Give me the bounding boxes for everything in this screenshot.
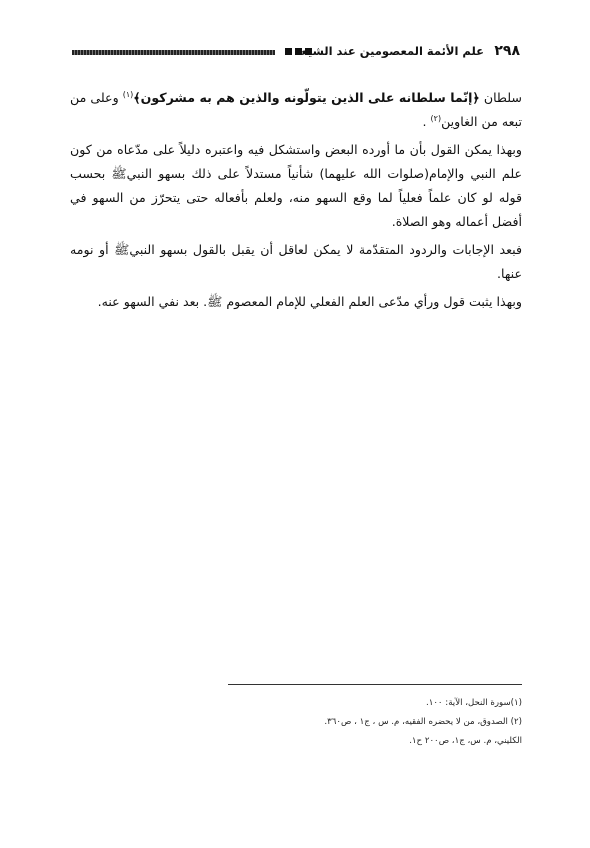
main-text xyxy=(70,86,522,318)
paragraph-3: فبعد الإجابات والردود المتقدّمة لا يمكن لعاقل أن يقبل بالقول بسهو النبيﷺ أو نومه عنها. xyxy=(70,242,522,281)
paragraph-4: وبهذا يثبت قول ورأي مدّعى العلم الفعلي للإمام المعصوم ﷺ. بعد نفي السهو عنه. xyxy=(97,294,522,309)
footnote-3: الكليني، م. س، ج١، ص٢٠٠ ح١. xyxy=(409,736,522,746)
paragraph-2: وبهذا يمكن القول بأن ما أورده البعض واستشكل فيه واعتبره دليلاً على مدّعاه من كون علم النبي والإمام(صلوات الله عليهما) شأنياً مستدلاً على ذلك بسهو النبيﷺ بحسب قوله لو كان علماً فعلياً لما وقع السهو منه، ولعلم بأفعاله حتى يتحرّز من السهو في أفضل أعماله وهو الصلاة. xyxy=(70,142,522,229)
footnote-2: (٢) الصدوق، من لا يحضره الفقيه، م. س ، ج١ ، ص٣٦٠. xyxy=(324,717,522,727)
running-title: علم الأئمة المعصومين عند الشيعة xyxy=(294,44,484,58)
p1-start: سلطان xyxy=(479,90,522,105)
page-number: ٢٩٨ xyxy=(494,43,520,59)
header-rule xyxy=(72,50,275,55)
running-header xyxy=(72,42,520,62)
footnote-separator xyxy=(228,684,522,685)
footnote-marker-1: (١) xyxy=(122,89,134,99)
footnote-1: (١)سورة النحل، الآية: ١٠٠. xyxy=(425,698,522,708)
footnote-marker-2: (٢) xyxy=(430,113,442,123)
p1-middle: وعلى من تبعه من الغاوين xyxy=(70,90,522,129)
quran-quote: ﴿إنّما سلطانه على الذين يتولّونه والذين هم به مشركون﴾ xyxy=(133,90,480,105)
p1-end: . xyxy=(422,114,431,129)
paragraph-1 xyxy=(70,86,522,134)
ornament-square xyxy=(285,48,292,55)
footnotes xyxy=(228,694,522,751)
